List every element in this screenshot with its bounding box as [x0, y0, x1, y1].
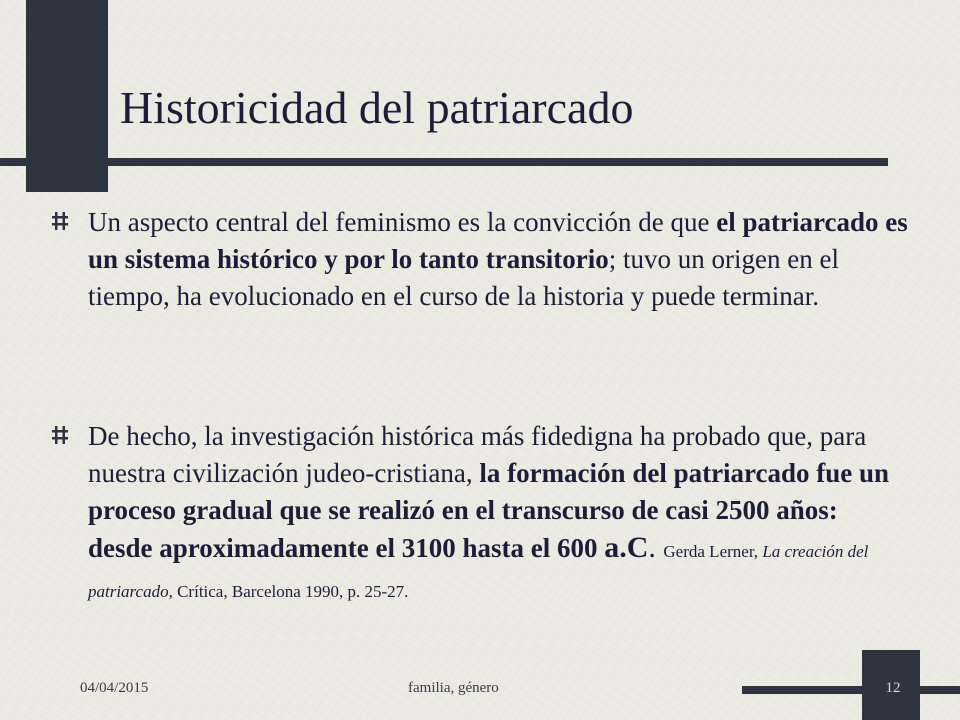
footer-date: 04/04/2015: [80, 680, 149, 696]
slide-title: Historicidad del patriarcado: [120, 82, 634, 133]
bullet-text: [88, 418, 908, 610]
bullet-item: [52, 418, 908, 610]
bullet-text: [88, 204, 908, 315]
text-run-bold: el patriarcado es un sistema histórico y por lo tanto transitorio: [88, 207, 908, 274]
citation-book-title: La creación del patriarcado: [88, 542, 869, 601]
citation-author: Gerda Lerner,: [663, 542, 763, 561]
text-run: Un aspecto central del feminismo es la convicción de que: [88, 207, 717, 237]
text-run: ; tuvo un origen en el tiempo, ha evolucionado en el curso de la historia y puede terminar.: [88, 244, 839, 311]
citation-details: , Crítica, Barcelona 1990, p. 25-27.: [168, 582, 409, 601]
text-run-bold: la formación del patriarcado fue un proceso gradual que se realizó en el transcurso de casi 2500 años: desde aproximadamente el 3100 hasta el 600: [88, 458, 890, 563]
text-run-large: .: [648, 531, 664, 564]
footer-subject: familia, género: [408, 680, 499, 696]
title-rule: [0, 158, 888, 166]
bullet-item: [52, 204, 908, 315]
text-run-bold-large: a.C: [604, 531, 649, 564]
hash-bullet-icon: [52, 212, 68, 230]
page-number: 12: [885, 680, 901, 696]
hash-bullet-icon: [52, 426, 68, 444]
text-run: De hecho, la investigación histórica más fidedigna ha probado que, para nuestra civilización judeo-cristiana,: [88, 421, 867, 488]
footer-rule: [742, 686, 960, 694]
